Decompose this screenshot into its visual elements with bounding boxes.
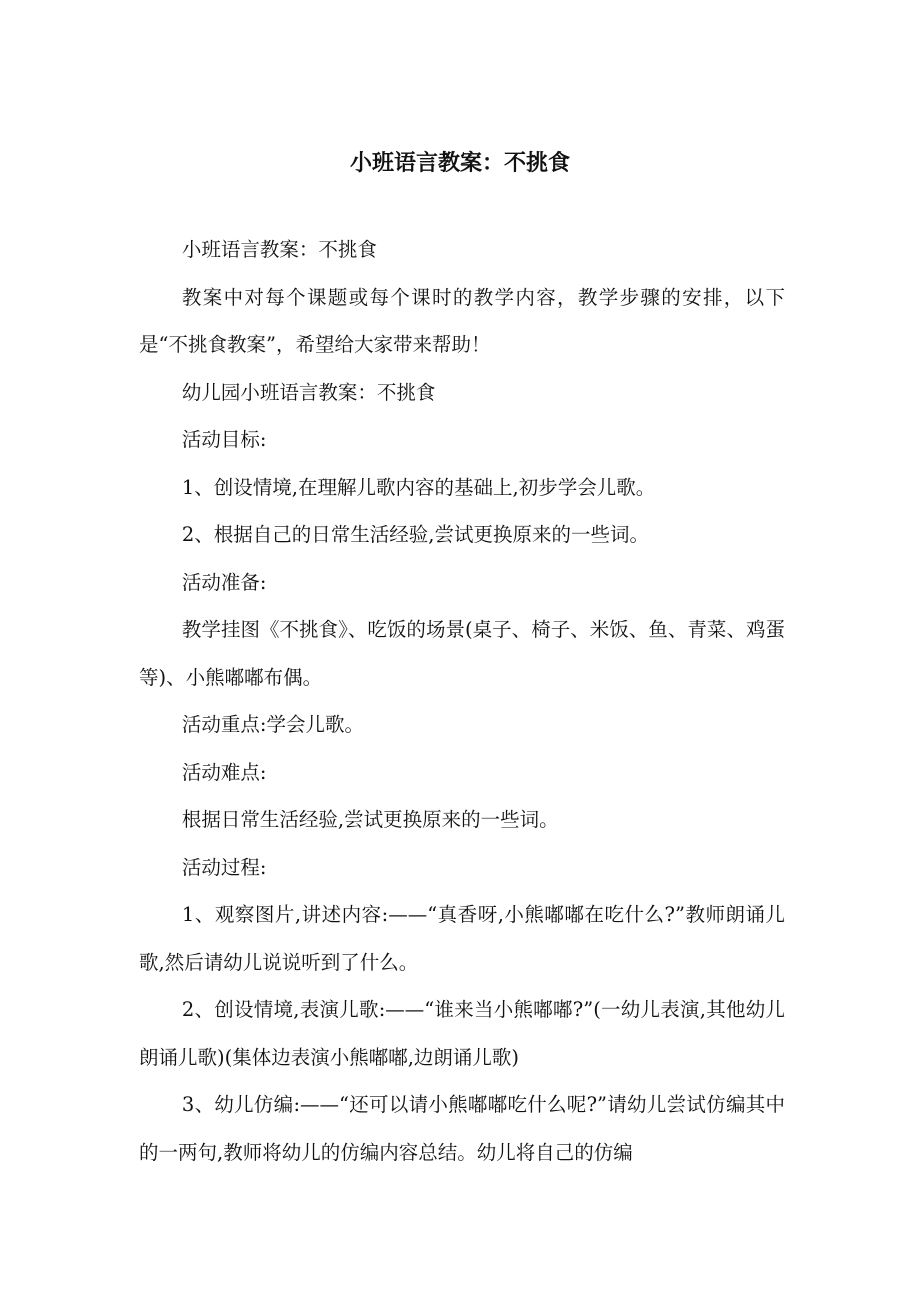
paragraph: 2、根据自己的日常生活经验,尝试更换原来的一些词。 [181, 523, 649, 546]
paragraph: 2、创设情境,表演儿歌:——“谁来当小熊嘟嘟?”(一幼儿表演,其他幼儿朗诵儿歌)(集体边表演小熊嘟嘟,边朗诵儿歌) [139, 998, 785, 1069]
paragraph: 活动目标: [181, 428, 267, 451]
paragraph: 活动重点:学会儿歌。 [181, 713, 364, 736]
paragraph: 1、创设情境,在理解儿歌内容的基础上,初步学会儿歌。 [181, 475, 656, 499]
paragraph: 1、观察图片,讲述内容:——“真香呀,小熊嘟嘟在吃什么?”教师朗诵儿歌,然后请幼儿说说听到了什么。 [139, 903, 785, 974]
paragraph: 教案中对每个课题或每个课时的教学内容，教学步骤的安排，以下是“不挑食教案”，希望给大家带来帮助！ [139, 285, 785, 356]
paragraph: 小班语言教案：不挑食 [181, 238, 377, 261]
paragraph: 根据日常生活经验,尝试更换原来的一些词。 [181, 808, 559, 831]
paragraph: 活动过程: [181, 855, 267, 879]
document-body [139, 226, 785, 1176]
paragraph: 3、幼儿仿编:——“还可以请小熊嘟嘟吃什么呢?”请幼儿尝试仿编其中的一两句,教师将幼儿的仿编内容总结。幼儿将自己的仿编 [139, 1093, 785, 1164]
paragraph: 活动难点: [181, 760, 267, 784]
paragraph: 活动准备: [181, 570, 267, 594]
paragraph: 幼儿园小班语言教案：不挑食 [181, 380, 436, 404]
document-title: 小班语言教案：不挑食 [349, 151, 570, 176]
paragraph: 教学挂图《不挑食》、吃饭的场景(桌子、椅子、米饭、鱼、青菜、鸡蛋等)、小熊嘟嘟布偶。 [139, 618, 785, 689]
